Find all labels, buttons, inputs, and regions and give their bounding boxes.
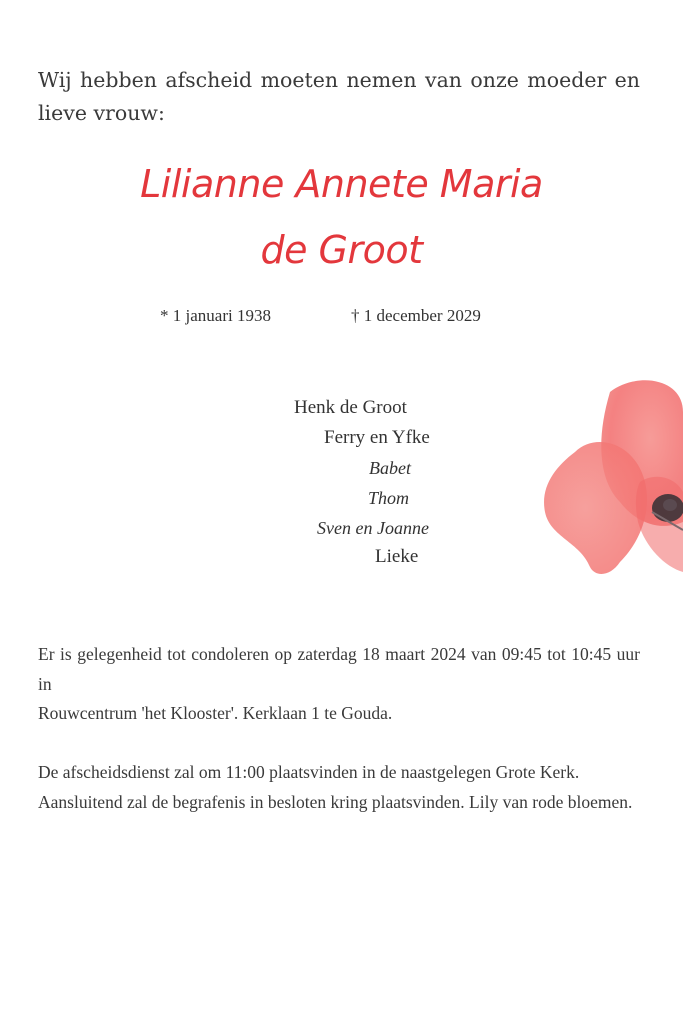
birth-date: * 1 januari 1938 (160, 306, 271, 325)
relative-name: Thom (368, 488, 410, 508)
service-paragraph (38, 758, 640, 817)
poppy-flower-image (540, 372, 683, 582)
service-line: De afscheidsdienst zal om 11:00 plaatsvinden in de naastgelegen Grote Kerk. (38, 762, 580, 782)
relative-name: Sven en Joanne (317, 518, 429, 538)
relative-name: Lieke (375, 546, 419, 567)
deceased-name-last: de Groot (260, 228, 423, 272)
condolence-line: Rouwcentrum 'het Klooster'. Kerklaan 1 te Gouda. (38, 703, 393, 723)
condolence-line: Er is gelegenheid tot condoleren op zaterdag 18 maart 2024 van 09:45 tot 10:45 uur in (38, 644, 640, 694)
condolence-paragraph (38, 640, 640, 729)
deceased-name-first: Lilianne Annete Maria (140, 162, 543, 206)
relative-name: Henk de Groot (294, 397, 407, 418)
service-line: Aansluitend zal de begrafenis in besloten kring plaatsvinden. Lily van rode bloemen. (38, 791, 633, 812)
death-date: † 1 december 2029 (351, 306, 481, 325)
relative-name: Babet (369, 458, 411, 478)
relative-name: Ferry en Yfke (324, 427, 430, 448)
intro-text: Wij hebben afscheid moeten nemen van onze moeder en lieve vrouw: (38, 68, 640, 125)
